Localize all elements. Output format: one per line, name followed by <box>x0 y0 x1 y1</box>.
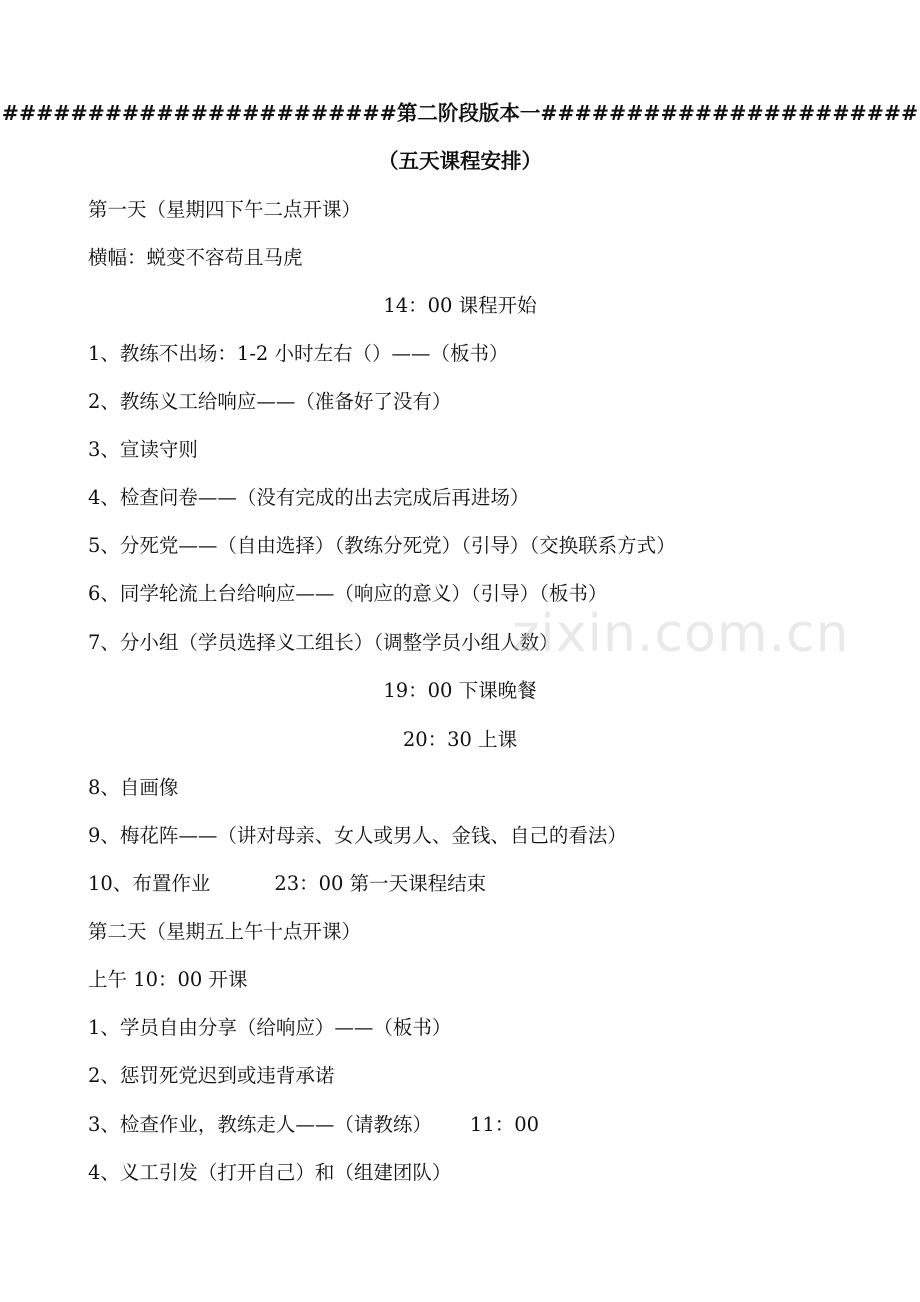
schedule-item-with-time <box>88 1112 539 1138</box>
schedule-item: 8、自画像 <box>88 776 179 799</box>
schedule-item: 4、义工引发（打开自己）和（组建团队） <box>88 1161 452 1184</box>
day-two-heading: 第二天（星期五上午十点开课） <box>88 920 362 943</box>
schedule-item-with-end-time <box>88 871 486 897</box>
schedule-item: 2、教练义工给响应——（准备好了没有） <box>88 390 452 413</box>
banner-line: 横幅：蜕变不容苟且马虎 <box>88 246 303 269</box>
day-one-heading: 第一天（星期四下午二点开课） <box>88 198 362 221</box>
schedule-item: 7、分小组（学员选择义工组长）（调整学员小组人数） <box>88 631 559 654</box>
document-title: #######################第二阶段版本一###################### <box>1 101 919 125</box>
watermark: zixin.com.cn <box>512 604 850 664</box>
schedule-item: 9、梅花阵——（讲对母亲、女人或男人、金钱、自己的看法） <box>88 824 627 847</box>
time-course-start: 14：00 课程开始 <box>383 294 537 317</box>
schedule-item: 1、学员自由分享（给响应）——（板书） <box>88 1016 452 1039</box>
day-two-start-time: 上午 10：00 开课 <box>88 968 248 991</box>
time-dinner: 19：00 下课晚餐 <box>383 679 537 702</box>
schedule-item: 4、检查问卷——（没有完成的出去完成后再进场） <box>88 486 530 509</box>
schedule-item: 5、分死党——（自由选择）（教练分死党）（引导）（交换联系方式） <box>88 534 676 557</box>
time-evening-class: 20：30 上课 <box>402 728 518 751</box>
schedule-item: 3、宣读守则 <box>88 438 198 461</box>
document-subtitle: （五天课程安排） <box>378 149 542 173</box>
schedule-item: 2、惩罚死党迟到或违背承诺 <box>88 1064 335 1087</box>
schedule-item-time: 11：00 <box>469 1113 540 1136</box>
day-one-end-time: 23：00 第一天课程结束 <box>274 872 487 895</box>
schedule-item: 1、教练不出场：1-2 小时左右（）——（板书） <box>88 342 509 365</box>
schedule-item: 6、同学轮流上台给响应——（响应的意义）（引导）（板书） <box>88 582 608 605</box>
schedule-item-text: 10、布置作业 <box>88 872 211 895</box>
schedule-item-text: 3、检查作业，教练走人——（请教练） <box>88 1113 432 1136</box>
